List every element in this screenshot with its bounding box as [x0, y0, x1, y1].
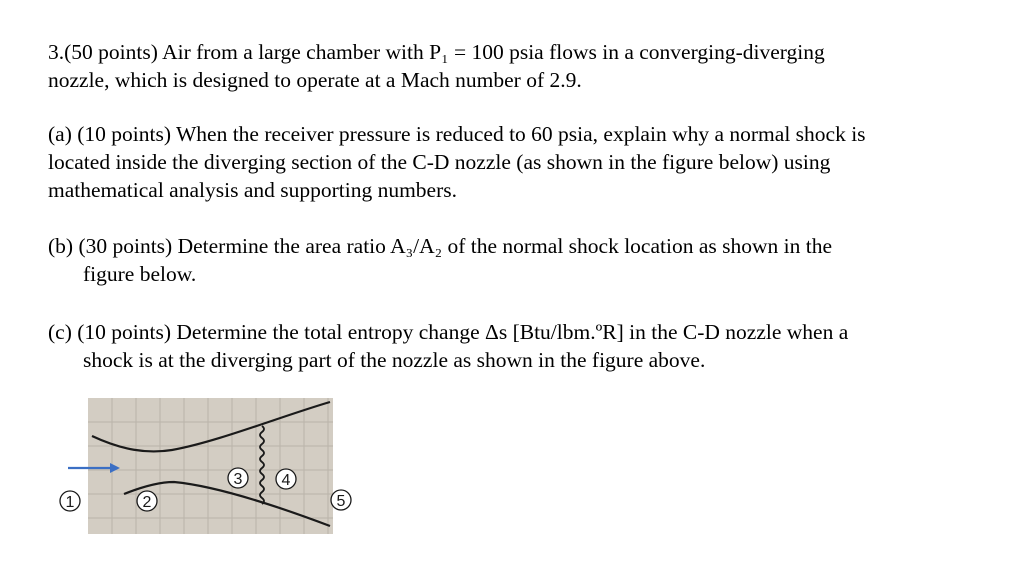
- station-label-3: 3: [233, 471, 243, 488]
- part-a-line-1: (a) (10 points) When the receiver pressure is reduced to 60 psia, explain why a normal shock is: [48, 122, 866, 146]
- nozzle-diagram: [52, 398, 362, 534]
- station-marker-4: [276, 469, 296, 489]
- station-label-1: 1: [65, 494, 75, 511]
- part-c: [48, 318, 848, 374]
- station-label-4: 4: [281, 472, 291, 489]
- intro-line-1: 3.(50 points) Air from a large chamber with P₁ = 100 psia flows in a converging-diverging: [48, 40, 825, 64]
- part-b-line-1: (b) (30 points) Determine the area ratio A₃/A₂ of the normal shock location as shown in the: [48, 234, 833, 258]
- station-marker-3: [228, 468, 248, 488]
- part-a: [48, 120, 866, 204]
- part-a-line-3: mathematical analysis and supporting numbers.: [48, 178, 458, 202]
- part-b: [48, 232, 832, 288]
- part-c-line-1: (c) (10 points) Determine the total entropy change Δs [Btu/lbm.ºR] in the C-D nozzle when a: [48, 320, 849, 344]
- part-a-line-2: located inside the diverging section of the C-D nozzle (as shown in the figure below) using: [48, 150, 831, 174]
- part-b-line-2: figure below.: [83, 262, 197, 286]
- problem-intro: [48, 38, 825, 94]
- part-c-line-2: shock is at the diverging part of the nozzle as shown in the figure above.: [83, 348, 706, 372]
- station-marker-5: [331, 490, 351, 510]
- nozzle-figure: [52, 398, 362, 534]
- station-marker-1: [60, 491, 80, 511]
- station-marker-2: [137, 491, 157, 511]
- station-label-5: 5: [336, 493, 346, 510]
- station-label-2: 2: [142, 494, 152, 511]
- intro-line-2: nozzle, which is designed to operate at a Mach number of 2.9.: [48, 68, 582, 92]
